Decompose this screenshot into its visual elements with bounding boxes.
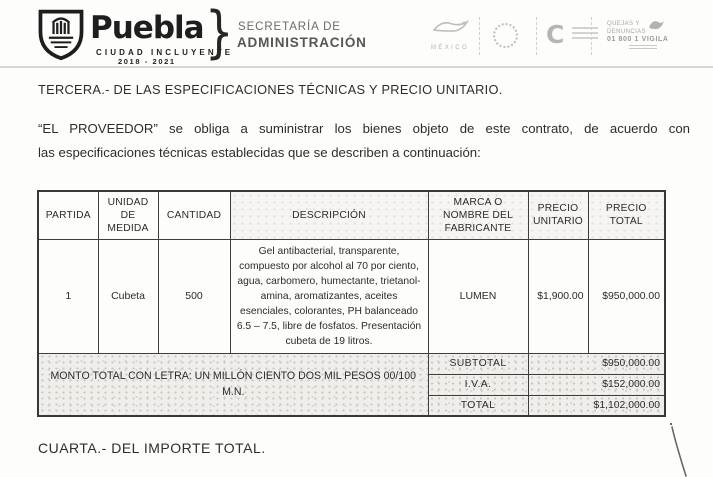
administracion-label: ADMINISTRACIÓN bbox=[237, 35, 367, 50]
monto-letra-line1: MONTO TOTAL CON LETRA: UN MILLÓN CIENTO DOS MIL PESOS 00/100 bbox=[50, 370, 417, 383]
vigila-caption-bar bbox=[629, 45, 657, 51]
monto-letra-line2: M.N. bbox=[222, 386, 245, 399]
iva-amount: $152,000.00 bbox=[528, 374, 665, 395]
vigila-line2: DENUNCIAS bbox=[607, 29, 646, 35]
brace-glyph: } bbox=[205, 0, 234, 65]
table-row bbox=[38, 239, 665, 353]
mexico-logo bbox=[424, 16, 476, 51]
table-header-row bbox=[38, 191, 665, 239]
contract-paragraph bbox=[38, 121, 690, 160]
paragraph-line1: “EL PROVEEDOR” se obliga a suministrar los bienes objeto de este contrato, de acuerdo con bbox=[38, 121, 690, 136]
puebla-wordmark: Puebla bbox=[90, 10, 204, 46]
column-header-precio-total: PRECIO TOTAL bbox=[588, 191, 665, 239]
wreath-emblem-icon bbox=[493, 23, 518, 48]
cell-precio-total: $950,000.00 bbox=[588, 239, 665, 353]
puebla-period: 2018 - 2021 bbox=[118, 57, 176, 66]
cell-unidad: Cubeta bbox=[98, 239, 158, 353]
column-header-precio-unitario: PRECIO UNITARIO bbox=[528, 191, 588, 239]
total-label: TOTAL bbox=[428, 395, 528, 416]
column-header-partida: PARTIDA bbox=[38, 191, 98, 239]
header-divider bbox=[0, 66, 713, 68]
c-emblem-icon: C bbox=[546, 20, 565, 49]
mexico-label: MÉXICO bbox=[430, 45, 470, 51]
subtotal-row bbox=[38, 353, 665, 374]
cell-partida: 1 bbox=[38, 239, 98, 353]
puebla-shield-icon bbox=[33, 6, 89, 62]
logo-separator bbox=[536, 17, 537, 55]
mexico-eagle-icon bbox=[428, 16, 472, 38]
cell-marca: LUMEN bbox=[428, 239, 528, 353]
column-header-marca: MARCA O NOMBRE DEL FABRICANTE bbox=[428, 191, 528, 239]
clause4-title: CUARTA.- DEL IMPORTE TOTAL. bbox=[38, 440, 266, 456]
c-emblem-lines bbox=[572, 27, 598, 42]
specifications-table bbox=[37, 190, 666, 417]
logo-separator bbox=[591, 17, 592, 55]
pen-stroke-mark bbox=[660, 420, 696, 477]
subtotal-label: SUBTOTAL bbox=[428, 353, 528, 374]
column-header-cantidad: CANTIDAD bbox=[158, 191, 230, 239]
vigila-line1: QUEJAS Y bbox=[607, 21, 640, 27]
monto-total-letra-cell bbox=[38, 353, 428, 416]
vigila-eagle-icon bbox=[646, 17, 666, 33]
cell-precio-unitario: $1,900.00 bbox=[528, 239, 588, 353]
cell-cantidad: 500 bbox=[158, 239, 230, 353]
total-amount: $1,102,000.00 bbox=[528, 395, 665, 416]
logo-separator bbox=[479, 17, 480, 55]
secretaria-label: SECRETARÍA DE bbox=[238, 21, 341, 33]
iva-label: I.V.A. bbox=[428, 374, 528, 395]
vigila-line3: 01 800 1 VIGILA bbox=[607, 36, 669, 43]
descripcion-text: Gel antibacterial, transparente, compuesto por alcohol al 70 por ciento, agua, carbomero, humectante, trietanol-amina, aromatizantes, aceites esenciales, colorantes, PH balanceado 6.5 – 7.5, libre de fosfatos. Presentación cubeta de 19 litros. bbox=[236, 245, 422, 347]
subtotal-amount: $950,000.00 bbox=[528, 353, 665, 374]
clause3-title: TERCERA.- DE LAS ESPECIFICACIONES TÉCNICAS Y PRECIO UNITARIO. bbox=[38, 82, 503, 97]
cell-descripcion bbox=[230, 239, 428, 353]
paragraph-line2: las especificaciones técnicas establecidas que se describen a continuación: bbox=[38, 145, 481, 160]
puebla-tagline: CIUDAD INCLUYENTE bbox=[96, 48, 234, 57]
column-header-unidad: UNIDAD DE MEDIDA bbox=[98, 191, 158, 239]
column-header-descripcion: DESCRIPCIÓN bbox=[230, 191, 428, 239]
